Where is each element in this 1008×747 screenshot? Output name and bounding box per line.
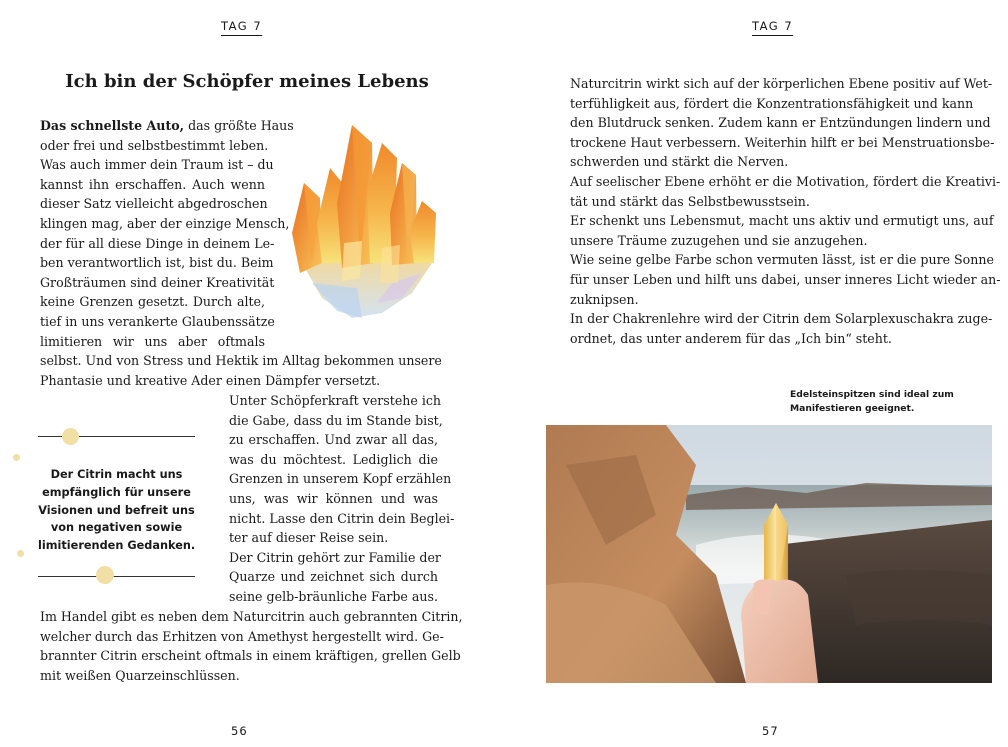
quote-line: limitierenden Gedanken. <box>38 539 196 553</box>
text-line: keine Grenzen gesetzt. Durch alte, <box>40 294 265 310</box>
text-line: limitieren wir uns aber oftmals <box>40 333 265 349</box>
text-line: Naturcitrin wirkt sich auf der körperlichen Ebene positiv auf Wet- <box>570 76 993 91</box>
page-number: 56 <box>231 724 248 738</box>
paragraph-continuation <box>40 351 442 390</box>
text-line: seine gelb-bräunliche Farbe aus. <box>229 588 438 604</box>
text-line: der für all diese Dinge in deinem Le- <box>40 235 275 251</box>
intro-first-line <box>40 116 294 136</box>
text-line: Grenzen in unserem Kopf erzählen <box>229 471 452 487</box>
text-line: Quarze und zeichnet sich durch <box>229 569 438 585</box>
text-line: Im Handel gibt es neben dem Naturcitrin auch gebrannten Citrin, <box>40 609 463 624</box>
text-line: oder frei und selbstbestimmt leben. <box>40 137 269 153</box>
quote-line: Visionen und befreit uns <box>38 503 195 517</box>
citrine-crystal-illustration <box>282 113 444 325</box>
column-paragraph <box>229 391 455 607</box>
intro-bold-text: Das schnellste Auto, <box>40 118 185 133</box>
gold-dot <box>17 550 24 557</box>
text-line: In der Chakrenlehre wird der Citrin dem Solarplexuschakra zuge- <box>570 311 993 327</box>
text-line: brannter Citrin erscheint oftmals in einem kräftigen, grellen Gelb <box>40 648 461 664</box>
quote-line: von negativen sowie <box>50 521 183 535</box>
text-line: zu erschaffen. Und zwar all das, <box>229 432 438 448</box>
quote-line: Der Citrin macht uns <box>50 468 183 481</box>
text-line: Wie seine gelbe Farbe schon vermuten lässt, ist er die pure Sonne <box>570 252 994 268</box>
right-body-text <box>570 74 1001 348</box>
pull-quote <box>38 436 195 578</box>
text-line: kannst ihn erschaffen. Auch wenn <box>40 176 265 192</box>
day-tag: TAG 7 <box>221 19 263 33</box>
caption-line: Manifestieren geeignet. <box>790 403 915 414</box>
text-line: ben verantwortlich ist, bist du. Beim <box>40 255 274 271</box>
quote-text <box>38 466 195 555</box>
photo-caption <box>790 388 954 416</box>
text-line: tät und stärkt das Selbstbewusstsein. <box>570 193 810 209</box>
gold-dot <box>13 454 20 461</box>
text-line: zuknipsen. <box>570 291 639 307</box>
quote-bottom-rule <box>38 576 195 577</box>
text-line: welcher durch das Erhitzen von Amethyst hergestellt wird. Ge- <box>40 628 444 644</box>
caption-line: Edelsteinspitzen sind ideal zum <box>790 389 954 400</box>
text-line: Unter Schöpferkraft verstehe ich <box>229 393 442 408</box>
text-line: den Blutdruck senken. Zudem kann er Entzündungen lindern und <box>570 115 991 131</box>
text-line: ter auf dieser Reise sein. <box>229 530 389 546</box>
quote-line: empfänglich für unsere <box>42 485 191 499</box>
text-line: mit weißen Quarzeinschlüssen. <box>40 667 240 683</box>
text-line: Auf seelischer Ebene erhöht er die Motivation, fördert die Kreativi- <box>570 173 1001 189</box>
chapter-title: Ich bin der Schöpfer meines Lebens <box>65 71 429 92</box>
gold-dot <box>62 428 79 445</box>
text-line: Der Citrin gehört zur Familie der <box>229 549 441 565</box>
day-tag: TAG 7 <box>752 19 794 33</box>
text-line: uns, was wir können und was <box>229 490 438 506</box>
citrine-coast-photo <box>546 425 992 683</box>
text-line: schwerden und stärkt die Nerven. <box>570 154 789 170</box>
text-line: Phantasie und kreative Ader einen Dämpfer versetzt. <box>40 372 381 388</box>
text-line: dieser Satz vielleicht abgedroschen <box>40 196 268 212</box>
text-line: terfühligkeit aus, fördert die Konzentrationsfähigkeit und kann <box>570 95 974 111</box>
text-line: nicht. Lasse den Citrin dein Beglei- <box>229 510 455 526</box>
text-line: ordnet, das unter anderem für das „Ich bin“ steht. <box>570 330 892 346</box>
text-line: klingen mag, aber der einzige Mensch, <box>40 215 290 231</box>
text-line: Er schenkt uns Lebensmut, macht uns aktiv und ermutigt uns, auf <box>570 213 994 229</box>
text-line: Großträumen sind deiner Kreativität <box>40 274 275 290</box>
text-line: selbst. Und von Stress und Hektik im Alltag bekommen unsere <box>40 353 442 368</box>
text-line: unsere Träume zuzugehen und sie anzugehen. <box>570 232 868 248</box>
intro-paragraph <box>40 116 294 351</box>
text-line: das größte Haus <box>188 118 294 133</box>
text-line: die Gabe, dass du im Stande bist, <box>229 412 443 428</box>
text-line: für unser Leben und hilft uns dabei, unser inneres Licht wieder an- <box>570 271 1001 287</box>
text-line: Was auch immer dein Traum ist – du <box>40 157 274 173</box>
gold-dot <box>96 566 114 584</box>
text-line: trockene Haut verbessern. Weiterhin hilft er bei Menstruationsbe- <box>570 134 995 150</box>
closing-paragraph <box>40 607 463 685</box>
page-number: 57 <box>762 724 779 738</box>
text-line: tief in uns verankerte Glaubenssätze <box>40 313 275 329</box>
text-line: was du möchtest. Lediglich die <box>229 451 438 467</box>
